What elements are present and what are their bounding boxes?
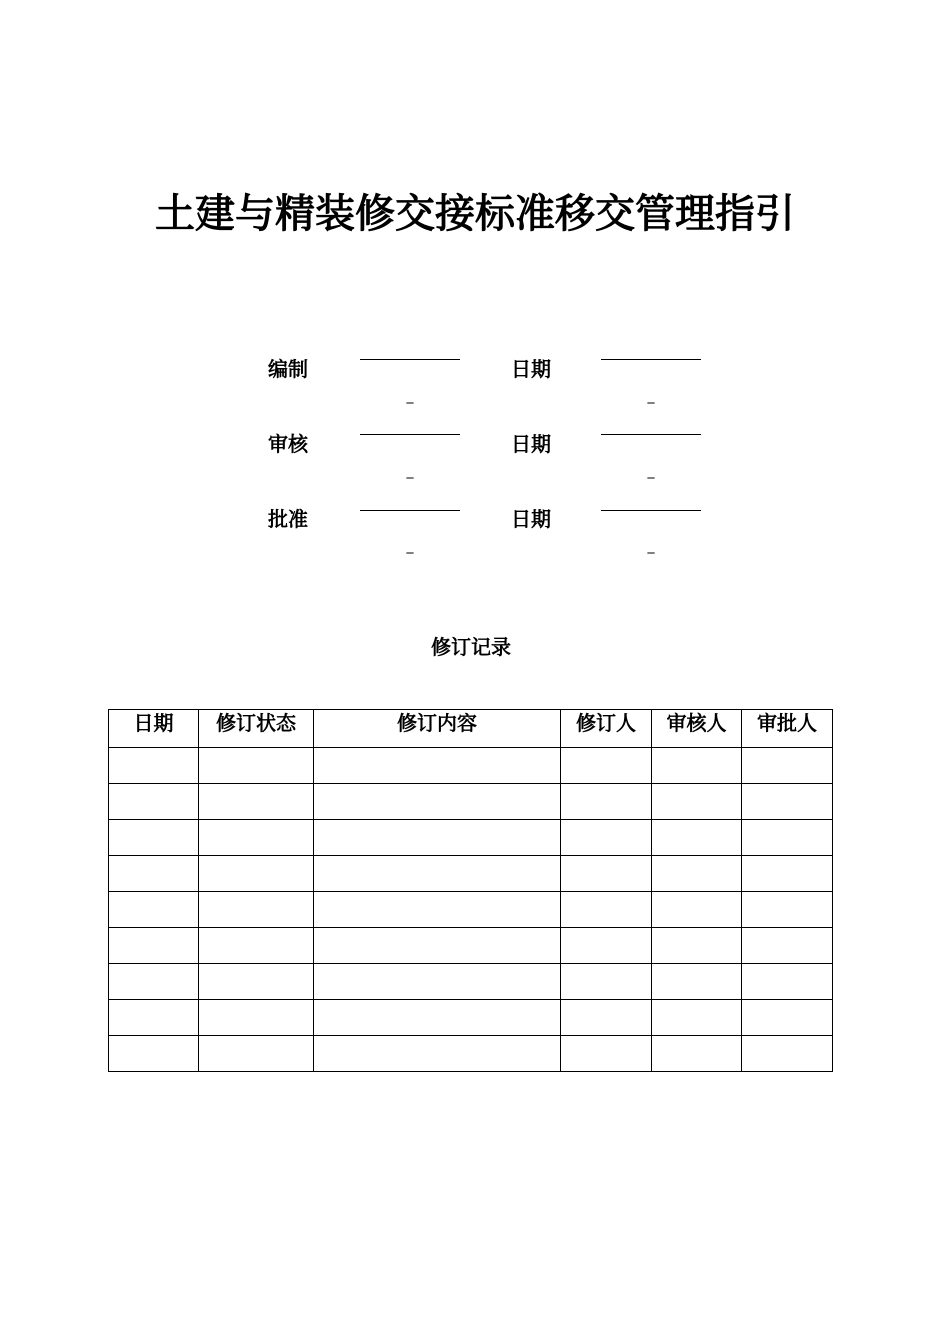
signoff-role-prepared: 编制 <box>268 357 308 381</box>
table-cell <box>561 820 652 856</box>
table-cell <box>742 1000 833 1036</box>
header-reviser: 修订人 <box>561 710 652 748</box>
signoff-date-label: 日期 <box>511 432 551 456</box>
table-cell <box>742 1036 833 1072</box>
revision-table <box>108 709 833 1072</box>
table-row <box>109 1000 833 1036</box>
header-revision-content: 修订内容 <box>314 710 561 748</box>
table-cell <box>561 964 652 1000</box>
table-row <box>109 928 833 964</box>
signoff-date-dash: _ <box>647 388 655 404</box>
table-cell <box>199 820 314 856</box>
signoff-dash: _ <box>406 538 414 554</box>
signoff-date-line <box>601 510 701 511</box>
document-title: 土建与精装修交接标准移交管理指引 <box>155 190 795 237</box>
table-cell <box>742 784 833 820</box>
table-cell <box>652 748 742 784</box>
table-cell <box>314 748 561 784</box>
table-cell <box>109 784 199 820</box>
table-row <box>109 856 833 892</box>
table-cell <box>199 1036 314 1072</box>
table-cell <box>561 748 652 784</box>
table-cell <box>199 856 314 892</box>
table-cell <box>742 892 833 928</box>
signoff-date-label: 日期 <box>511 507 551 531</box>
table-cell <box>652 892 742 928</box>
table-row <box>109 748 833 784</box>
table-cell <box>652 1036 742 1072</box>
table-cell <box>652 1000 742 1036</box>
table-cell <box>199 784 314 820</box>
table-cell <box>652 928 742 964</box>
signoff-date-line <box>601 359 701 360</box>
table-cell <box>109 1036 199 1072</box>
table-cell <box>742 856 833 892</box>
signoff-date-dash: _ <box>647 538 655 554</box>
signoff-dash: _ <box>406 388 414 404</box>
table-cell <box>742 820 833 856</box>
table-cell <box>109 856 199 892</box>
table-cell <box>109 820 199 856</box>
table-cell <box>652 964 742 1000</box>
signoff-line <box>360 434 460 435</box>
revision-record-title: 修订记录 <box>431 635 511 659</box>
table-cell <box>109 892 199 928</box>
signoff-date-line <box>601 434 701 435</box>
table-cell <box>314 1000 561 1036</box>
table-cell <box>561 928 652 964</box>
table-cell <box>109 1000 199 1036</box>
table-row <box>109 1036 833 1072</box>
table-cell <box>109 928 199 964</box>
header-revision-status: 修订状态 <box>199 710 314 748</box>
table-cell <box>652 820 742 856</box>
table-cell <box>199 892 314 928</box>
signoff-dash: _ <box>406 463 414 479</box>
table-row <box>109 820 833 856</box>
table-cell <box>199 1000 314 1036</box>
table-cell <box>742 928 833 964</box>
table-row <box>109 892 833 928</box>
table-cell <box>561 856 652 892</box>
table-cell <box>109 748 199 784</box>
table-cell <box>561 892 652 928</box>
table-cell <box>314 784 561 820</box>
header-date: 日期 <box>109 710 199 748</box>
table-cell <box>561 784 652 820</box>
signoff-role-reviewed: 审核 <box>268 432 308 456</box>
signoff-line <box>360 359 460 360</box>
table-row <box>109 964 833 1000</box>
signoff-date-label: 日期 <box>511 357 551 381</box>
table-cell <box>742 748 833 784</box>
header-reviewer: 审核人 <box>652 710 742 748</box>
table-cell <box>199 964 314 1000</box>
table-cell <box>314 856 561 892</box>
table-cell <box>199 928 314 964</box>
revision-table-header <box>109 710 833 748</box>
table-cell <box>199 748 314 784</box>
signoff-date-dash: _ <box>647 463 655 479</box>
signoff-role-approved: 批准 <box>268 507 308 531</box>
table-cell <box>652 784 742 820</box>
table-row <box>109 784 833 820</box>
table-cell <box>314 1036 561 1072</box>
table-cell <box>314 892 561 928</box>
signoff-line <box>360 510 460 511</box>
table-cell <box>314 928 561 964</box>
table-cell <box>742 964 833 1000</box>
table-cell <box>314 964 561 1000</box>
table-cell <box>561 1036 652 1072</box>
table-cell <box>652 856 742 892</box>
header-approver: 审批人 <box>742 710 833 748</box>
revision-table-body <box>109 748 833 1072</box>
table-cell <box>314 820 561 856</box>
table-cell <box>561 1000 652 1036</box>
table-cell <box>109 964 199 1000</box>
